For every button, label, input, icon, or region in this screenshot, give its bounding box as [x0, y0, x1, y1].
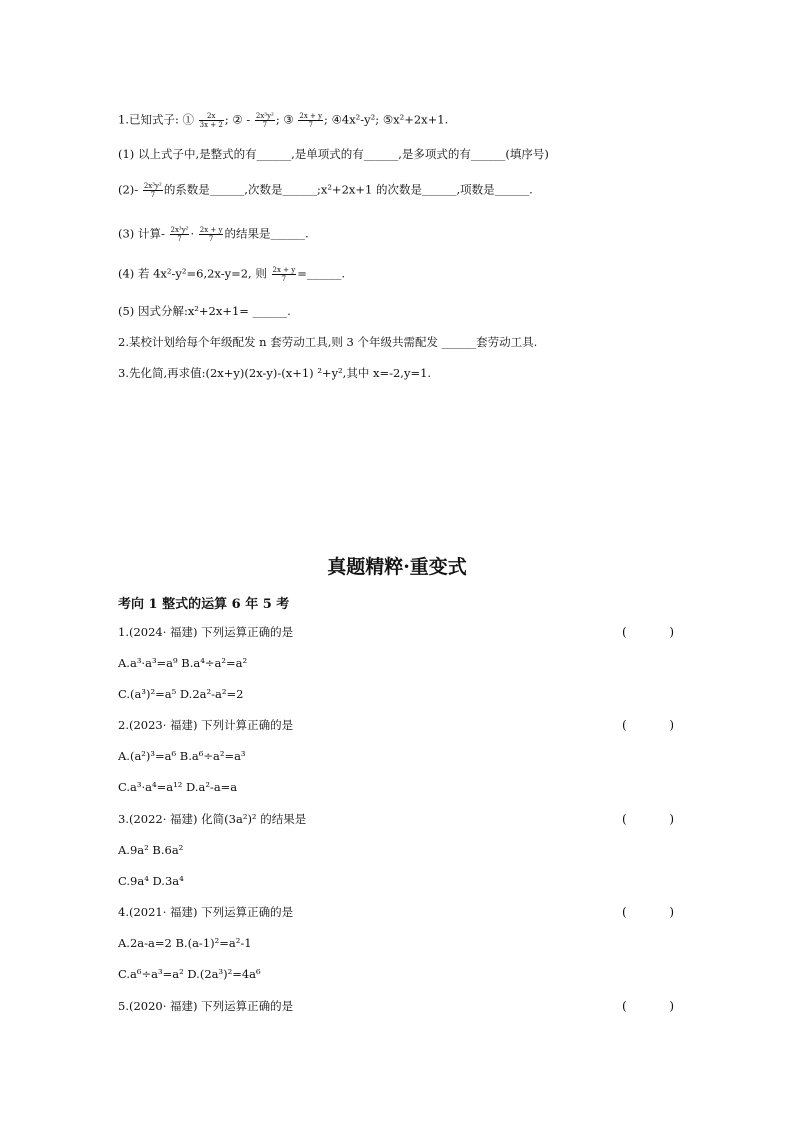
fraction-1-numerator: 2x — [199, 112, 224, 121]
fraction-2 — [255, 112, 275, 129]
q1-sub-4-fraction — [272, 266, 297, 283]
circled-4-icon: ④ — [331, 112, 342, 127]
open-paren: ( — [622, 999, 627, 1013]
circled-5-icon: ⑤ — [382, 112, 394, 127]
q1-sub-5: (5) 因式分解:x²+2x+1= ______. — [118, 304, 291, 318]
open-paren: ( — [622, 812, 627, 826]
mcq-4-options-cd: C.a⁶÷a³=a² D.(2a³)²=4a⁶ — [118, 967, 261, 981]
open-paren: ( — [622, 905, 627, 919]
q1-stem-prefix: 1.已知式子: — [118, 112, 179, 127]
mcq-1-options-ab: A.a³·a³=a⁹ B.a⁴÷a²=a² — [118, 656, 248, 670]
mcq-3-options-cd: C.9a⁴ D.3a⁴ — [118, 874, 184, 888]
mcq-1-stem: 1.(2024· 福建) 下列运算正确的是 — [118, 625, 294, 639]
question-2: 2.某校计划给每个年级配发 n 套劳动工具,则 3 个年级共需配发 ______套劳动工具. — [118, 335, 538, 349]
q1-sub-2-text: 的系数是______,次数是______;x²+2x+1 的次数是______,项数是______. — [163, 182, 533, 197]
mcq-4-answer-bracket — [622, 905, 674, 919]
q1-sub-2-fraction — [143, 182, 163, 199]
q1-sub-4-numerator: 2x + y — [272, 266, 296, 274]
q1-sub-3-numerator-b: 2x + y — [199, 226, 223, 234]
mcq-5-answer-bracket — [622, 999, 674, 1013]
mcq-5-stem: 5.(2020· 福建) 下列运算正确的是 — [118, 999, 294, 1013]
close-paren: ) — [669, 812, 674, 826]
mcq-2-options-ab: A.(a²)³=a⁶ B.a⁶÷a²=a³ — [118, 749, 246, 763]
fraction-1 — [199, 112, 224, 129]
mcq-3-stem: 3.(2022· 福建) 化简(3a²)² 的结果是 — [118, 812, 307, 826]
mcq-2-answer-bracket — [622, 718, 674, 732]
q1-sub-4-text: =______. — [297, 266, 345, 281]
mcq-4-options-ab: A.2a-a=2 B.(a-1)²=a²-1 — [118, 936, 252, 950]
q1-sub-3-dot: · — [190, 226, 195, 241]
q1-sub-2-numerator: 2x³y² — [143, 182, 162, 190]
circled-2-icon: ② — [232, 112, 243, 127]
q1-sub-2 — [118, 182, 533, 199]
circled-3-icon: ③ — [283, 112, 294, 127]
close-paren: ) — [669, 905, 674, 919]
section-heading: 真题精粹·重变式 — [327, 556, 467, 578]
mcq-3-options-ab: A.9a² B.6a² — [118, 843, 184, 857]
mcq-2-stem: 2.(2023· 福建) 下列计算正确的是 — [118, 718, 294, 732]
q1-sub-4-denominator: 7 — [281, 275, 287, 283]
close-paren: ) — [669, 625, 674, 639]
fraction-3 — [298, 112, 323, 129]
fraction-1-denominator: 3x + 2 — [199, 121, 223, 129]
section-subheading: 考向 1 整式的运算 6 年 5 考 — [118, 597, 290, 612]
circled-1-icon: ① — [182, 112, 195, 127]
mcq-1-answer-bracket — [622, 625, 674, 639]
item-5: x²+2x+1. — [393, 112, 449, 127]
close-paren: ) — [669, 999, 674, 1013]
mcq-2-options-cd: C.a³·a⁴=a¹² D.a²-a=a — [118, 780, 238, 794]
q1-sub-2-denominator: 7 — [150, 191, 156, 199]
q1-sub-3-fraction-b — [199, 226, 224, 243]
mcq-1-options-cd: C.(a³)²=a⁵ D.2a²-a²=2 — [118, 687, 244, 701]
fraction-2-denominator: 7 — [262, 121, 268, 129]
q1-stem: 1.已知式子: ① $\frac{2x}{3x + 2}$ ; ② - $\frac{\text{2x³y²}}{7}$ ; ③ $\frac{2x + y}{7}$ ; ④4x²-y²; ⑤x²+2x+1. — [118, 112, 449, 129]
q1-sub-4-prefix: (4) 若 4x²-y²=6,2x-y=2, 则 — [118, 266, 267, 281]
q1-sub-3-fraction-a — [170, 226, 190, 243]
q1-sub-3-text: 的结果是______. — [224, 226, 309, 241]
item-2-sign: - — [246, 112, 251, 127]
q1-sub-2-prefix: (2)- — [118, 182, 139, 197]
close-paren: ) — [669, 718, 674, 732]
fraction-3-denominator: 7 — [308, 121, 313, 129]
q1-sub-4 — [118, 266, 345, 283]
q1-sub-1: (1) 以上式子中,是整式的有______,是单项式的有______,是多项式的有______(填序号) — [118, 147, 549, 161]
q1-sub-3-numerator-a: 2x³y² — [170, 226, 189, 234]
fraction-2-numerator: 2x³y² — [255, 112, 274, 120]
item-4: 4x²-y² — [341, 112, 376, 127]
open-paren: ( — [622, 718, 627, 732]
q1-sub-3-denominator-a: 7 — [177, 235, 182, 243]
q1-sub-3-denominator-b: 7 — [208, 235, 214, 243]
q1-sub-3 — [118, 226, 309, 243]
question-3: 3.先化简,再求值:(2x+y)(2x-y)-(x+1) ²+y²,其中 x=-2,y=1. — [118, 366, 432, 380]
mcq-3-answer-bracket — [622, 812, 674, 826]
open-paren: ( — [622, 625, 627, 639]
q1-sub-3-prefix: (3) 计算- — [118, 226, 165, 241]
mcq-4-stem: 4.(2021· 福建) 下列运算正确的是 — [118, 905, 294, 919]
fraction-3-numerator: 2x + y — [299, 112, 323, 120]
